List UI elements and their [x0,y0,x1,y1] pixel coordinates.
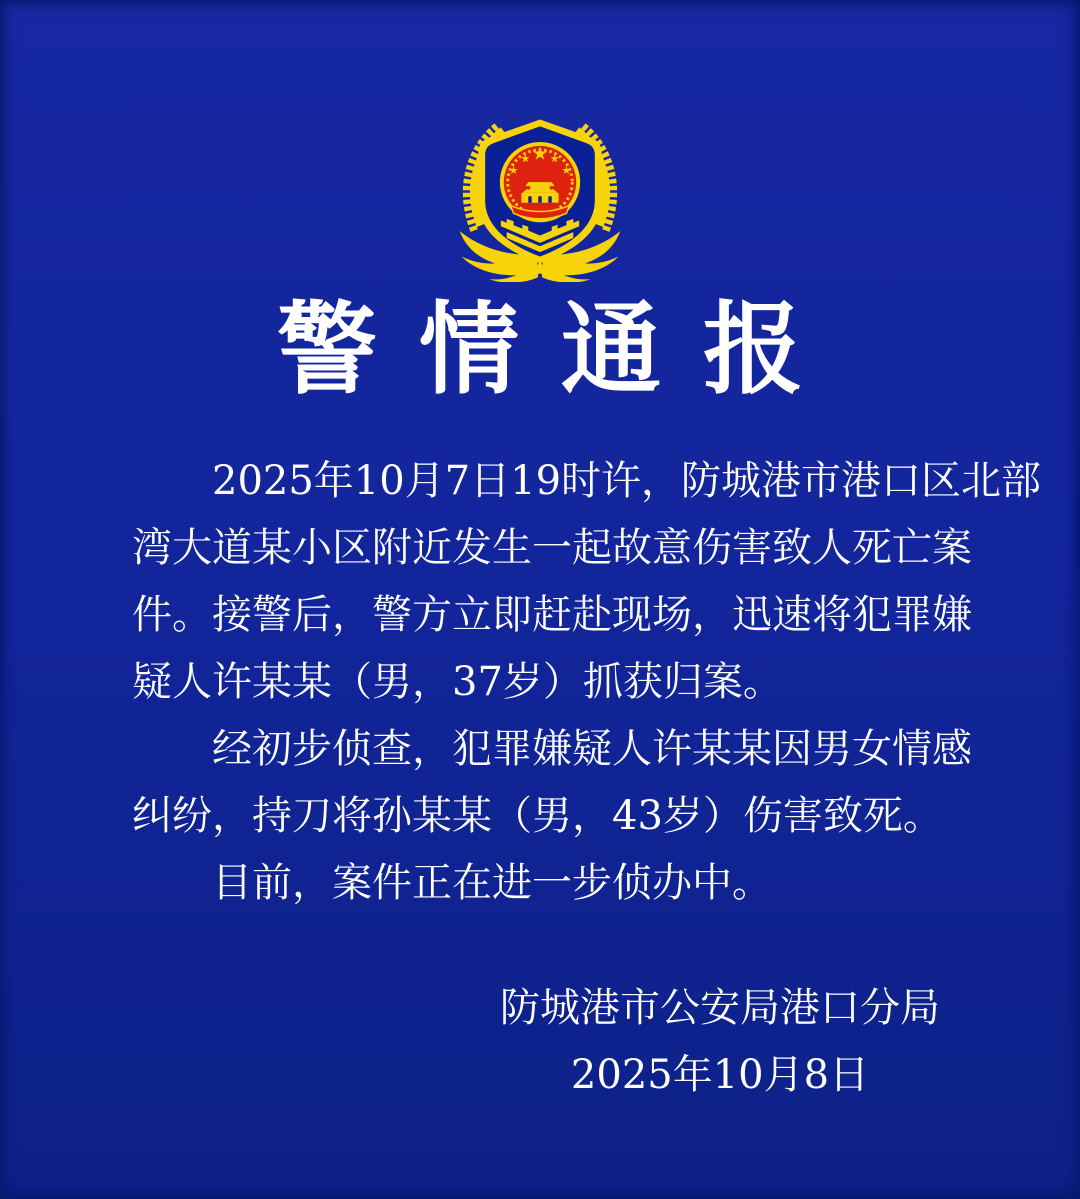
badge-national-emblem [500,142,580,222]
badge-tiananmen [521,182,558,203]
notice-title [0,290,1080,408]
police-badge-icon [442,96,638,282]
body-line: 纠纷，持刀将孙某某（男，43岁）伤害致死。 [132,793,943,839]
body-line: 经初步侦查，犯罪嫌疑人许某某因男女情感 [212,726,972,772]
body-line: 疑人许某某（男，37岁）抓获归案。 [132,659,783,705]
body-line: 湾大道某小区附近发生一起故意伤害致人死亡案 [132,525,972,571]
paragraph-3 [132,850,948,917]
signature-block [500,975,940,1109]
signature-row [132,975,948,1109]
body-line: 目前，案件正在进一步侦办中。 [212,860,772,906]
paragraph-1 [132,448,1042,716]
body-line: 2025年10月7日19时许，防城港市港口区北部 [212,458,1042,504]
paragraph-2 [132,716,972,850]
body-line: 件。接警后，警方立即赶赴现场，迅速将犯罪嫌 [132,592,972,638]
issuing-agency: 防城港市公安局港口分局 [500,985,940,1031]
notice-title-text: 警情通报 [277,290,845,408]
issue-date: 2025年10月8日 [570,1052,870,1098]
notice-body [132,448,1042,917]
police-badge-svg [442,96,638,282]
